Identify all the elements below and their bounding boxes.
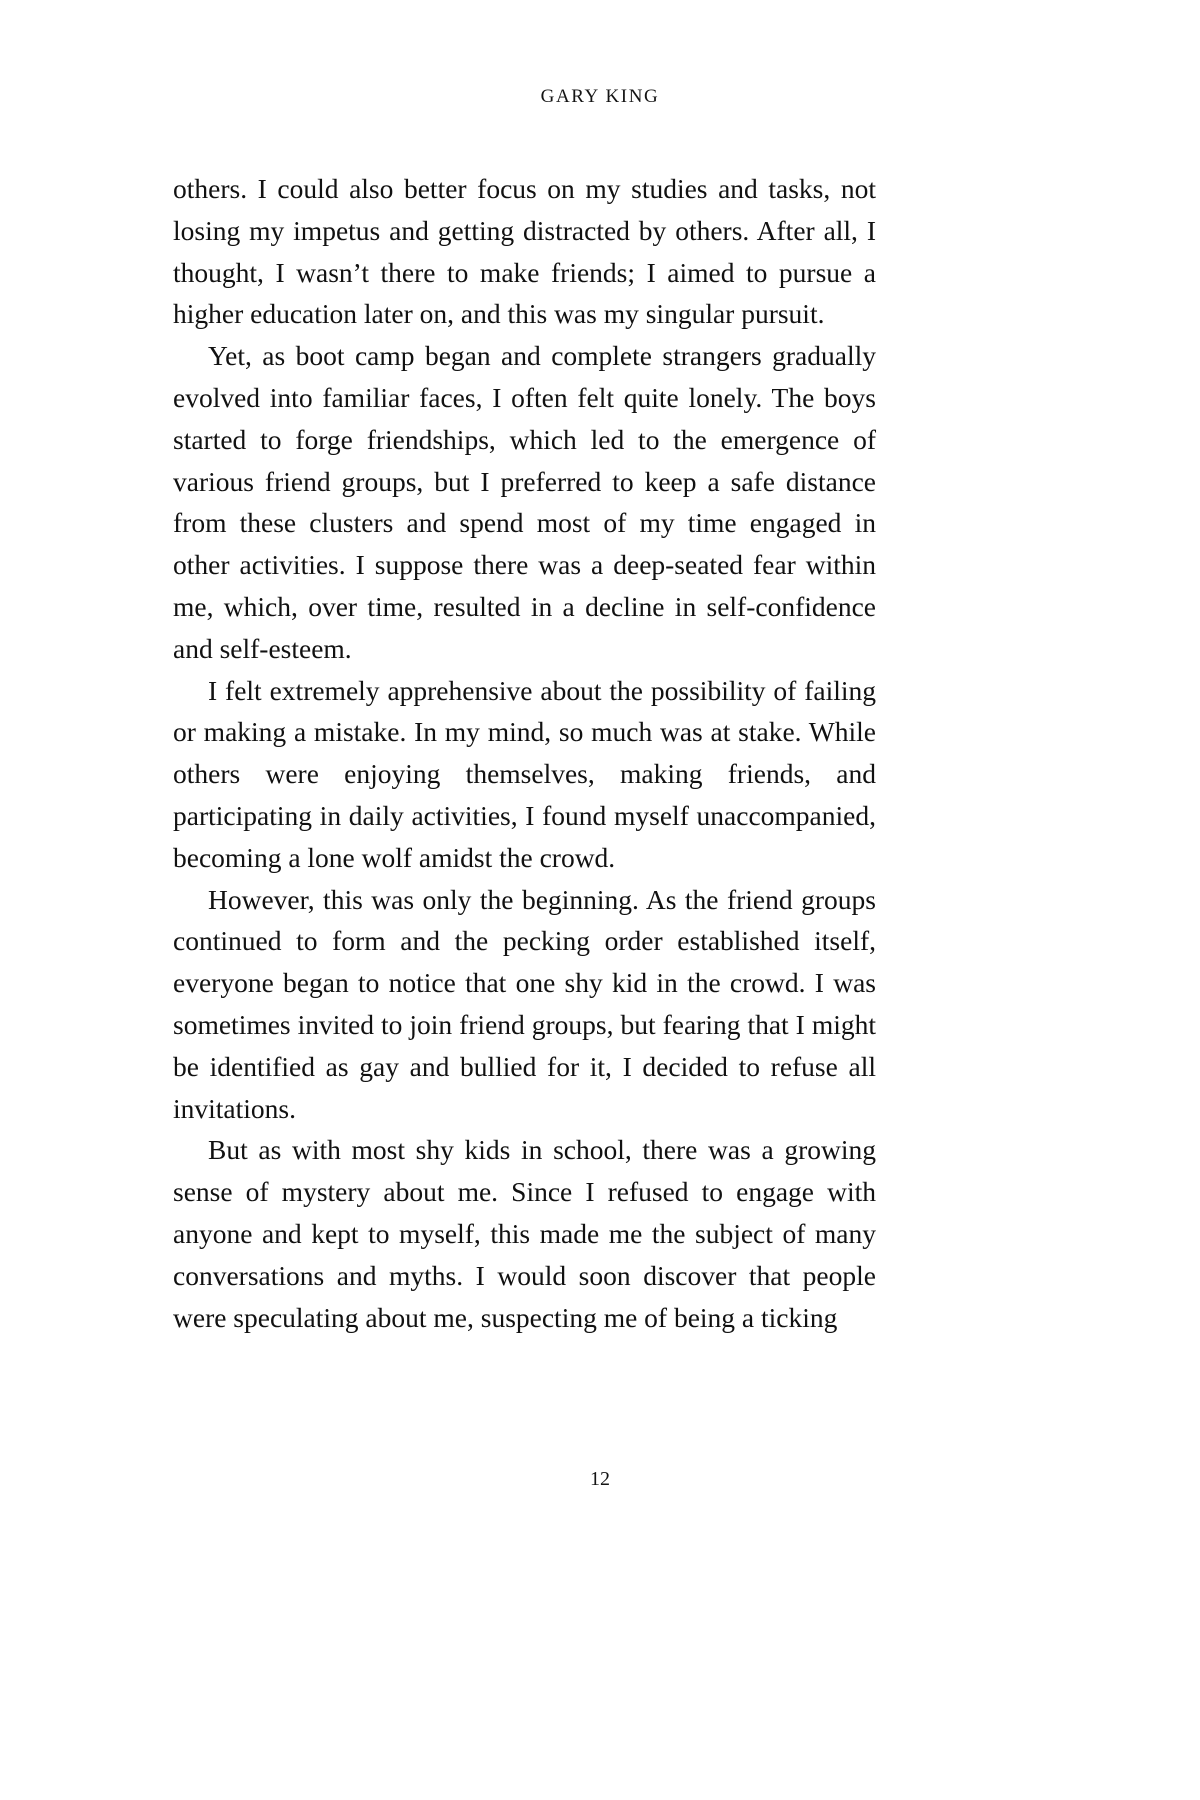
- page-number: 12: [590, 1468, 610, 1490]
- paragraph: However, this was only the beginning. As the friend groups continued to form and the pecking order established itself, everyone began to notice that one shy kid in the crowd. I was sometimes invited to join friend groups, but fearing that I might be identified as gay and bullied for it, I decided to refuse all invitations.: [173, 883, 876, 1124]
- paragraph: I felt extremely apprehensive about the possibility of failing or making a mistake. In my mind, so much was at stake. While others were enjoying themselves, making friends, and participating in daily activities, I found myself unaccompanied, becoming a lone wolf amidst the crowd.: [173, 674, 876, 873]
- running-header: GARY KING: [540, 86, 660, 107]
- paragraph: But as with most shy kids in school, there was a growing sense of mystery about me. Since I refused to engage with anyone and kept to myself, this made me the subject of many conversations and myths. I would soon discover that people were speculating about me, suspecting me of being a ticking: [173, 1134, 876, 1333]
- body-text-block: [173, 168, 876, 1338]
- paragraph-continued: others. I could also better focus on my studies and tasks, not losing my impetus and getting distracted by others. After all, I thought, I wasn’t there to make friends; I aimed to pursue a higher education later on, and this was my singular pursuit.: [173, 173, 876, 330]
- paragraph: Yet, as boot camp began and complete strangers gradually evolved into familiar faces, I often felt quite lonely. The boys started to forge friendships, which led to the emergence of various friend groups, but I preferred to keep a safe distance from these clusters and spend most of my time engaged in other activities. I suppose there was a deep-seated fear within me, which, over time, resulted in a decline in self-confidence and self-esteem.: [173, 340, 876, 664]
